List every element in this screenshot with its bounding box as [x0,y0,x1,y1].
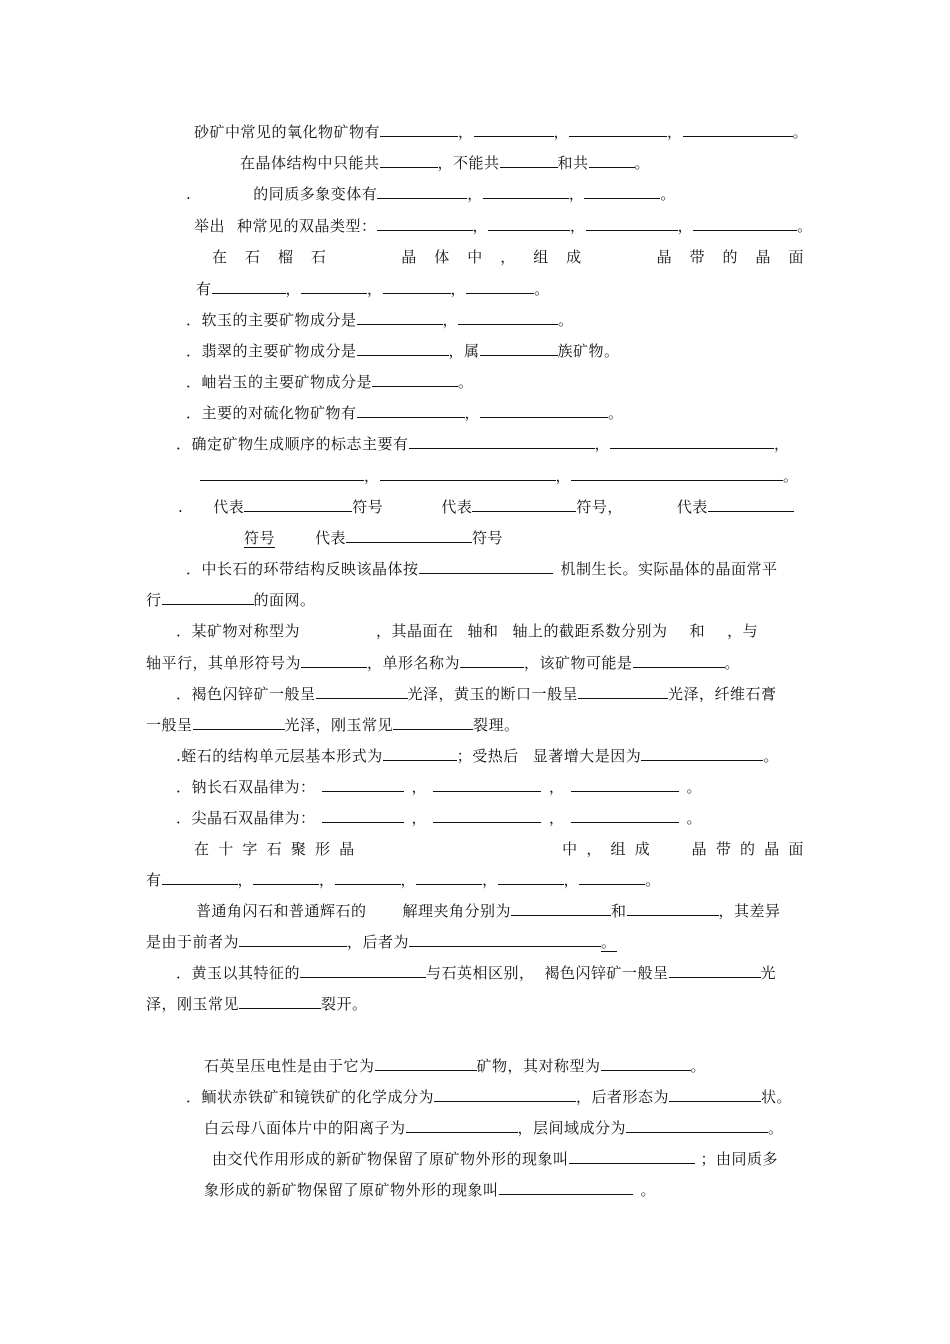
question-text: ；由同质多 [700,1150,779,1168]
punct: ， [549,809,565,827]
question-text: 符号 [244,529,276,547]
answer-blank[interactable] [300,962,426,978]
punct: ， [400,871,417,889]
question-line [178,496,794,518]
question-text: 是由于前者为 [146,933,240,951]
question-line [204,1179,656,1201]
answer-blank[interactable] [433,776,541,792]
question-line [176,776,702,798]
answer-blank[interactable] [372,371,458,387]
question-text: 符号 [472,529,504,547]
answer-blank[interactable] [627,900,719,916]
question-line [176,962,776,984]
punct: 。 [608,404,624,422]
punct: 。 [724,654,741,672]
question-text: 代表 [676,498,708,516]
question-text: ，其晶面在 [376,622,454,640]
punct: 。 [558,311,574,329]
question-text: ．主要的对硫化物矿物有 [186,404,357,422]
char: 晶 [401,248,417,266]
char: 晶 [656,248,673,266]
answer-blank[interactable] [335,869,401,885]
punct: ， [677,217,694,235]
question-text: 种常见的双晶类型： [237,217,377,235]
question-line [176,620,758,642]
answer-blank[interactable] [480,340,558,356]
question-text: 轴平行，其单形符号为 [146,654,302,672]
char: 有 [196,280,212,298]
question-text: ．褐色闪锌矿一般呈 [176,685,316,703]
question-line [244,527,503,549]
punct: ， [667,123,683,141]
answer-blank[interactable] [322,776,404,792]
question-text: ，不能共 [437,154,500,172]
answer-blank[interactable] [357,309,443,325]
char: 带 [715,840,732,858]
answer-blank[interactable] [480,402,608,418]
punct: 。 [686,809,703,827]
answer-blank[interactable] [708,496,794,512]
answer-blank[interactable] [346,527,472,543]
punct: ， [450,280,467,298]
question-line [186,1086,792,1108]
question-line [186,183,676,205]
answer-blank[interactable] [375,1055,477,1071]
punct: 。 [634,154,651,172]
question-line [146,869,661,891]
question-text: 裂理。 [473,716,520,734]
answer-blank[interactable] [301,278,367,294]
question-line [204,1117,784,1139]
question-text: 白云母八面体片中的阳离子为 [204,1119,406,1137]
question-number: . [178,498,184,516]
question-text: 光泽，黄玉的断口一般呈 [407,685,579,703]
punct: ， [411,809,428,827]
punct: 。 [640,1181,657,1199]
char: 晶 [755,248,772,266]
answer-blank[interactable] [483,183,569,199]
question-text: 状。 [761,1088,793,1106]
question-text: 举出 [194,217,226,235]
question-text: ．钠长石双晶律为： [176,778,316,796]
question-text: 代表 [315,529,347,547]
question-line [186,558,778,580]
punct: ， [464,404,481,422]
answer-blank[interactable] [380,465,556,481]
answer-blank[interactable] [569,1148,695,1164]
question-text: ．岫岩玉的主要矿物成分是 [186,373,373,391]
char: 在 [194,840,210,858]
answer-blank[interactable] [434,1086,576,1102]
punct: 。 [783,467,799,485]
answer-blank[interactable] [301,652,367,668]
char: ， [500,248,516,266]
answer-blank[interactable] [571,776,679,792]
question-text: 符号， [576,498,623,516]
char: 晶 [764,840,780,858]
question-text: ．黄玉以其特征的 [176,964,301,982]
punct: 。 [686,778,703,796]
question-text: ．软玉的主要矿物成分是 [186,311,357,329]
answer-blank[interactable] [579,869,645,885]
question-text: 泽，刚玉常见 [146,995,240,1013]
question-line-spread [212,246,804,268]
char: 行 [146,591,162,609]
question-line-spread [194,838,804,860]
char: 晶 [691,840,708,858]
answer-blank[interactable] [601,1055,691,1071]
question-text: ；受热后 [456,747,519,765]
char: 在 [212,248,228,266]
question-text: 砂矿中常见的氧化物矿物有 [194,123,381,141]
question-text: 普通角闪石和普通辉石的 [196,902,367,920]
answer-blank[interactable] [380,121,458,137]
answer-blank[interactable] [406,1117,518,1133]
question-number: . [186,185,192,203]
punct: ， [594,435,611,453]
answer-blank[interactable] [571,807,679,823]
punct: ， [458,123,474,141]
answer-blank[interactable] [377,215,473,231]
punct: 。 [768,1119,784,1137]
question-text: 的面网。 [253,591,316,609]
question-text: ．某矿物对称型为 [176,622,301,640]
punct: 。 [690,1057,707,1075]
answer-blank[interactable] [239,993,321,1009]
punct: ， [285,280,302,298]
question-text: 解理夹角分别为 [402,902,512,920]
answer-blank[interactable] [383,745,457,761]
answer-blank[interactable] [586,215,678,231]
punct: 。 [601,933,617,951]
question-line [176,745,779,767]
question-text: 和共 [557,154,589,172]
answer-blank[interactable] [474,121,554,137]
punct: ， [319,871,335,889]
answer-blank[interactable] [511,900,611,916]
question-line [186,402,624,424]
char: 聚 [290,840,307,858]
question-text: 一般呈 [146,716,193,734]
question-line [194,121,808,143]
question-text: ．尖晶石双晶律为： [176,809,316,827]
question-text: 代表 [213,498,245,516]
question-text: .蛭石的结构单元层基本形式为 [176,747,383,765]
answer-blank[interactable] [409,433,595,449]
punct: 。 [458,373,474,391]
char: 石 [244,248,261,266]
char: 成 [566,248,582,266]
punct: ， [563,871,580,889]
char: 晶 [339,840,355,858]
answer-blank[interactable] [383,278,451,294]
question-text: 石英呈压电性是由于它为 [204,1057,375,1075]
question-line [176,807,702,829]
question-text: 由交代作用形成的新矿物保留了原矿物外形的现象叫 [212,1150,569,1168]
question-line [196,900,781,922]
question-text: 显著增大是因为 [532,747,642,765]
char: ， [586,840,602,858]
punct: ， [774,435,790,453]
answer-blank[interactable] [589,152,635,168]
punct: ， [411,778,428,796]
char: 的 [722,248,739,266]
question-line [212,1148,778,1170]
spacer [344,246,384,268]
punct: 。 [660,185,676,203]
question-line [240,152,650,174]
question-text: 光泽，纤维石膏 [668,685,777,703]
question-line [146,652,740,674]
punct: ， [364,467,380,485]
question-text: 和 [689,622,706,640]
answer-blank[interactable] [193,714,285,730]
question-text: ．中长石的环带结构反映该晶体按 [186,560,419,578]
answer-blank[interactable] [626,1117,768,1133]
question-text: 矿物，其对称型为 [476,1057,601,1075]
question-text: 的同质多象变体有 [253,185,378,203]
answer-blank[interactable] [239,931,347,947]
question-line [186,309,574,331]
question-text: ，与 [727,622,759,640]
char: 成 [634,840,651,858]
question-text: 符号 [352,498,384,516]
answer-blank[interactable] [584,183,660,199]
answer-blank[interactable] [633,652,725,668]
question-text: ．确定矿物生成顺序的标志主要有 [176,435,409,453]
char: 字 [242,840,258,858]
question-line [146,993,368,1015]
char: 中 [562,840,578,858]
answer-blank[interactable] [409,931,601,947]
char: 组 [610,840,627,858]
char: 形 [315,840,331,858]
answer-blank[interactable] [693,215,797,231]
question-line [196,278,550,300]
question-line [186,371,474,393]
spacer [599,246,639,268]
punct: ， [472,217,489,235]
answer-blank[interactable] [322,807,404,823]
answer-blank[interactable] [380,152,438,168]
answer-blank[interactable] [498,869,564,885]
answer-blank[interactable] [610,433,774,449]
punct: ， [237,871,254,889]
question-text: ．翡翠的主要矿物成分是 [186,342,357,360]
question-line [146,931,617,953]
punct: ， [549,778,565,796]
char: 石 [310,248,327,266]
punct: ， [568,185,585,203]
char: 石 [266,840,283,858]
answer-blank[interactable] [162,589,254,605]
answer-blank[interactable] [416,869,482,885]
question-text: 光泽，刚玉常见 [284,716,394,734]
char: 体 [434,248,450,266]
question-text: 族矿物。 [557,342,620,360]
question-line [146,589,316,611]
question-text: 象形成的新矿物保留了原矿物外形的现象叫 [204,1181,499,1199]
answer-blank[interactable] [669,962,761,978]
answer-blank[interactable] [357,340,449,356]
char: 面 [788,840,804,858]
question-text: ，后者形态为 [576,1088,670,1106]
answer-blank[interactable] [200,465,364,481]
question-text: ，层间域成分为 [517,1119,627,1137]
answer-blank[interactable] [488,215,570,231]
answer-blank[interactable] [433,807,541,823]
answer-blank[interactable] [357,402,465,418]
answer-blank[interactable] [460,652,524,668]
answer-blank[interactable] [499,1179,633,1195]
answer-blank[interactable] [641,745,763,761]
question-text: 和 [611,902,627,920]
char: 面 [788,248,804,266]
punct: ， [367,280,383,298]
punct: ， [553,123,570,141]
question-line [146,714,520,736]
answer-blank[interactable] [500,152,558,168]
punct: ， [570,217,586,235]
punct: 。 [792,123,809,141]
answer-blank[interactable] [162,869,238,885]
char: 中 [467,248,483,266]
punct: ， [555,467,572,485]
punct: 。 [763,747,779,765]
question-text: 褐色闪锌矿一般呈 [544,964,669,982]
question-text: 光 [760,964,777,982]
question-text: ，属 [448,342,480,360]
question-text: ，其差异 [718,902,781,920]
question-text: 轴上的截距系数分别为 [512,622,668,640]
punct: 。 [534,280,550,298]
question-line [186,340,620,362]
question-text: ，后者为 [347,933,410,951]
punct: 。 [797,217,813,235]
answer-blank[interactable] [683,121,793,137]
question-text: ，该矿物可能是 [524,654,633,672]
answer-blank[interactable] [472,496,576,512]
answer-blank[interactable] [571,465,783,481]
spacer [659,838,683,860]
char: 榴 [277,248,294,266]
answer-blank[interactable] [578,683,668,699]
answer-blank[interactable] [419,558,553,574]
question-line [194,215,813,237]
answer-blank[interactable] [316,683,408,699]
question-text: 在晶体结构中只能共 [240,154,380,172]
char: 十 [218,840,234,858]
answer-blank[interactable] [377,183,467,199]
answer-blank[interactable] [393,714,473,730]
question-text: 裂开。 [321,995,368,1013]
question-text: 与石英相区别， [426,964,535,982]
question-line [204,1055,706,1077]
punct: ， [442,311,459,329]
spacer [363,838,553,860]
question-text: 轴和 [467,622,499,640]
answer-blank[interactable] [458,309,558,325]
question-text: ．鲕状赤铁矿和镜铁矿的化学成分为 [186,1088,435,1106]
punct: 。 [645,871,661,889]
punct: ， [467,185,483,203]
question-text: ，单形名称为 [367,654,461,672]
question-line [176,683,777,705]
question-line [200,465,799,487]
question-line [176,433,790,455]
question-text: 代表 [441,498,473,516]
answer-blank[interactable] [212,278,286,294]
question-text: 机制生长。实际晶体的晶面常平 [560,560,778,578]
char: 有 [146,871,162,889]
char: 带 [689,248,706,266]
answer-blank[interactable] [569,121,667,137]
answer-blank[interactable] [669,1086,761,1102]
answer-blank[interactable] [466,278,534,294]
answer-blank[interactable] [244,496,352,512]
punct: ， [482,871,498,889]
answer-blank[interactable] [253,869,319,885]
char: 组 [533,248,549,266]
char: 的 [740,840,756,858]
